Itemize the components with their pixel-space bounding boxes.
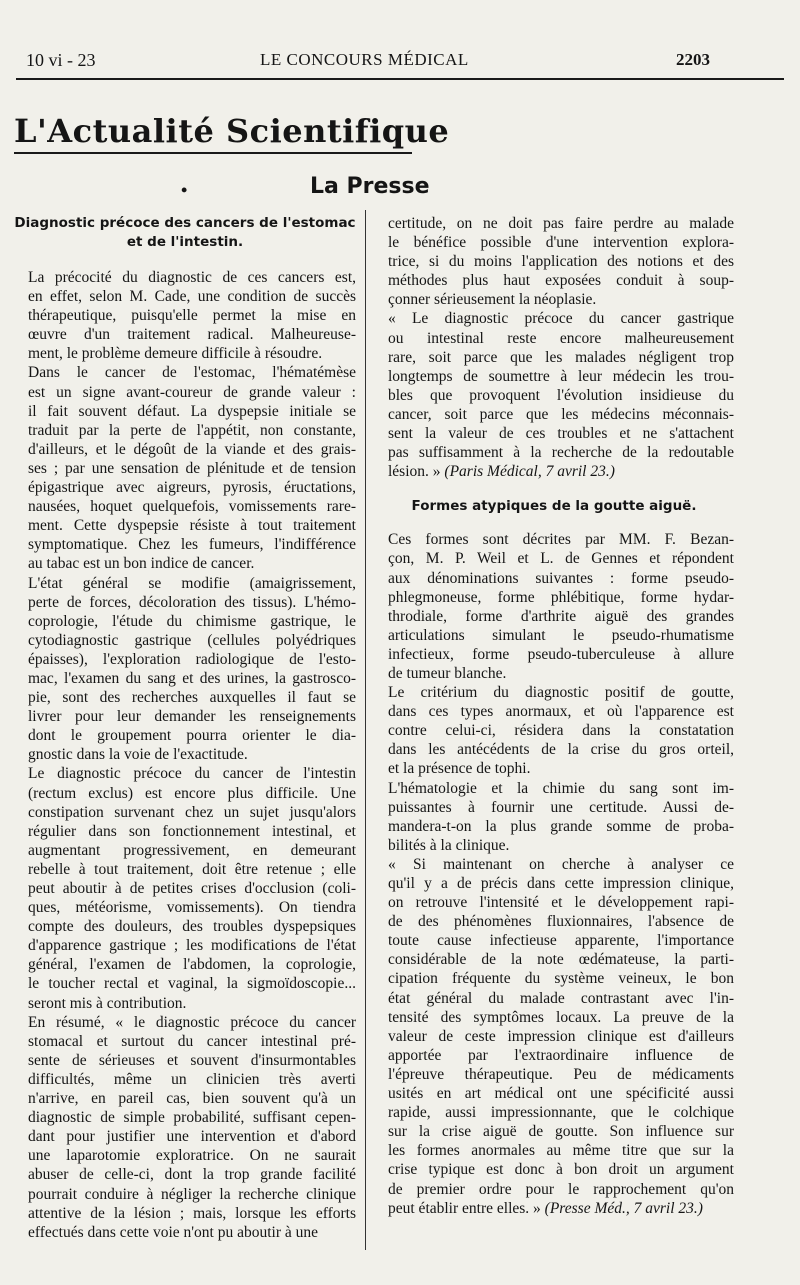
paragraph — [374, 779, 734, 855]
text-line: de des phénomènes fluxionnaires, l'absence de — [388, 913, 734, 931]
press-heading: La Presse — [310, 174, 430, 199]
article-body-left — [14, 268, 356, 1242]
text-line: sur la crise aiguë de goutte. Son influence sur — [388, 1123, 734, 1141]
citation: (Paris Médical, 7 avril 23.) — [444, 463, 615, 481]
text-line: et la présence de tophi. — [388, 760, 531, 778]
text-line: état général du malade contrastant avec l'in- — [388, 989, 734, 1007]
text-line: pie, sont des recherches auxquelles il faut se — [28, 689, 356, 707]
right-column — [374, 214, 734, 1218]
text-line: bles que provoquent l'évolution insidieuse du — [388, 386, 734, 404]
text-line: méthodes plus haut exposées conduit à soup- — [388, 272, 734, 290]
text-line: régulier dans son fonctionnement intestinal, et — [28, 822, 356, 840]
text-line: n'arrive, en pareil cas, bien souvent qu'à un — [28, 1090, 356, 1108]
text-line: apportée par l'extraordinaire influence de — [388, 1046, 734, 1064]
text-line: « Si maintenant on cherche à analyser ce — [388, 855, 734, 873]
journal-name: LE CONCOURS MÉDICAL — [260, 50, 469, 69]
text-line: ou intestinal reste encore malheureusement — [388, 329, 734, 347]
text-line: effectués dans cette voie n'ont pu aboutir à une — [28, 1223, 319, 1241]
left-column — [14, 214, 356, 1242]
paragraph — [14, 363, 356, 573]
text-line: Ces formes sont décrites par MM. F. Bezan- — [388, 531, 734, 549]
text-line: cytodiagnostic gastrique (cellules polyédriques — [28, 631, 356, 649]
paragraph — [374, 855, 734, 1218]
paragraph — [374, 530, 734, 683]
text-line: seront mis à contribution. — [28, 994, 187, 1012]
text-line: il fait souvent défaut. La dyspepsie initiale se — [28, 402, 356, 420]
text-line: de tumeur blanche. — [388, 664, 507, 682]
gout-article-body — [374, 530, 734, 1217]
text-line: cipation fréquente du système veineux, le bon — [388, 970, 734, 988]
paragraph — [14, 268, 356, 363]
text-line: L'état général se modifie (amaigrissement, — [28, 574, 356, 592]
citation-line — [374, 462, 734, 481]
text-line: on retrouve l'intensité et le développement rapi- — [388, 894, 734, 912]
text-line: le bénéfice possible d'une intervention explora- — [388, 234, 734, 252]
text-line: diagnostic de simple probabilité, suffisant cepen- — [28, 1109, 356, 1127]
header-rule — [16, 78, 784, 80]
text-line: constipation survenant chez un sujet jusqu'alors — [28, 803, 356, 821]
text-line: crise typique est donc à bon droit un argument — [388, 1161, 734, 1179]
text-line: pourrait conduire à négliger la recherche clinique — [28, 1185, 356, 1203]
text-line: dant pour justifier une intervention et d'abord — [28, 1128, 356, 1146]
text-line: mac, l'examen du sang et des urines, la gastrosco- — [28, 669, 356, 687]
text-line: traduit par la perte de l'appétit, non constante, — [28, 421, 356, 439]
text-line: En résumé, « le diagnostic précoce du cancer — [28, 1013, 356, 1031]
text-line: gnostic dans la voie de l'exactitude. — [28, 746, 248, 764]
text-line: perte de forces, décoloration des tissus). L'hémo- — [28, 593, 356, 611]
text-line: ses ; par une sensation de plénitude et de tension — [28, 459, 356, 477]
text-line: La précocité du diagnostic de ces cancers est, — [28, 269, 356, 286]
text-line: œuvre d'un traitement radical. Malheureuse- — [28, 326, 356, 344]
text-line: en effet, selon M. Cade, une condition de succès — [28, 288, 356, 306]
text-line: rare, soit parce que les malades négligent trop — [388, 348, 734, 366]
text-line: compte des douleurs, des troubles dyspepsiques — [28, 918, 356, 936]
paragraph — [374, 309, 734, 481]
text-line: ment, le problème demeure difficile à résoudre. — [28, 345, 323, 363]
text-line: peut établir entre elles. » — [388, 1199, 545, 1217]
citation: (Presse Méd., 7 avril 23.) — [544, 1199, 703, 1217]
text-line: longtemps de soumettre à leur médecin les trou- — [388, 367, 734, 385]
text-line: sent la valeur de ces troubles et ne s'attachent — [388, 425, 734, 443]
text-line: phlegmoneuse, forme phlébitique, forme hydar- — [388, 588, 734, 606]
text-line: est un signe avant-coureur de grande valeur : — [28, 383, 356, 401]
text-line: L'hématologie et la chimie du sang sont im- — [388, 779, 734, 797]
article-title-line: Diagnostic précoce des cancers de l'estomac — [14, 215, 356, 231]
text-line: ques, météorisme, vomissements). On tiendra — [28, 899, 356, 917]
text-line: articulations simulant le pseudo-rhumatisme — [388, 626, 734, 644]
text-line: difficultés, même un clinicien très averti — [28, 1070, 356, 1088]
text-line: çon, M. P. Weil et L. de Gennes et répondent — [388, 550, 734, 568]
paragraph — [374, 683, 734, 778]
text-line: puissantes à fournir une certitude. Aussi de- — [388, 798, 734, 816]
text-line: qu'il y a de précis dans cette impression clinique, — [388, 875, 734, 892]
text-line: le toucher rectal et vaginal, la sigmoïdoscopie... — [28, 975, 356, 993]
text-line: çonner sérieusement la néoplasie. — [388, 291, 597, 309]
text-line: dans les antécédents de la crise du gros orteil, — [388, 741, 734, 759]
text-line: considérable de la note œdémateuse, la parti- — [388, 951, 734, 969]
page-number: 2203 — [676, 50, 710, 69]
article-title-cancer — [14, 214, 356, 252]
article-title-line: et de l'intestin. — [126, 234, 244, 250]
text-line: nausées, hoquet quelquefois, vomissements rare- — [28, 498, 356, 516]
paragraph — [14, 574, 356, 765]
text-line: lésion. » — [388, 463, 445, 481]
paragraph — [14, 764, 356, 1012]
text-line: usités en art médical ont une spécificité aussi — [388, 1085, 734, 1103]
text-line: l'épreuve thérapeutique. Peu de médicaments — [388, 1065, 734, 1083]
text-line: une laparotomie exploratrice. On ne saurait — [28, 1147, 356, 1165]
text-line: général, l'examen de l'abdomen, la coprologie, — [28, 956, 356, 974]
text-line: peut aboutir à de petites crises d'occlusion (coli- — [28, 880, 356, 897]
text-line: tensité des symptômes locaux. La preuve de la — [388, 1008, 734, 1026]
text-line: d'apparence gastrique ; les modifications de l'état — [28, 937, 356, 955]
text-line: symptomatique. Chez les fumeurs, l'indifférence — [28, 536, 356, 554]
issue-date: 10 vi - 23 — [26, 50, 96, 70]
text-line: pas suffisamment à la recherche de la redoutable — [388, 444, 734, 462]
text-line: infectieux, forme pseudo-tuberculeuse à allure — [388, 645, 734, 663]
text-line: bilités à la clinique. — [388, 836, 510, 854]
text-line: valeur de ceste impression clinique est d'ailleurs — [388, 1027, 734, 1045]
text-line: dont le groupement pourra orienter le dia- — [28, 727, 356, 745]
running-head — [0, 50, 800, 76]
text-line: certitude, on ne doit pas faire perdre au malade — [388, 215, 734, 232]
text-line: (rectum exclus) est encore plus difficile. Une — [28, 784, 356, 802]
text-line: coprologie, l'étude du chimisme gastrique, le — [28, 612, 356, 630]
column-divider — [365, 210, 366, 1250]
text-line: mandera-t-on la plus grande somme de proba- — [388, 817, 734, 835]
text-line: au tabac est un bon indice de cancer. — [28, 555, 255, 573]
text-line: throdiale, forme d'arthrite aiguë des grandes — [388, 607, 734, 625]
text-line: Dans le cancer de l'estomac, l'hématémèse — [28, 364, 356, 382]
text-line: ment. Cette dyspepsie résiste à tout traitement — [28, 517, 356, 535]
section-title-underline — [14, 152, 412, 154]
text-line: de premier ordre pour le rapprochement qu'on — [388, 1180, 734, 1198]
text-line: thérapeutique, puisqu'elle permet la mise en — [28, 307, 356, 325]
text-line: d'ailleurs, et le dégoût de la viande et des grais- — [28, 440, 356, 458]
article-title-gout: Formes atypiques de la goutte aiguë. — [411, 498, 697, 515]
text-line: épigastrique avec aigreurs, pyrosis, éructations, — [28, 479, 356, 497]
text-line: contre celui-ci, résidera dans la constatation — [388, 722, 734, 740]
text-line: rapide, aussi impressionnante, que le colchique — [388, 1104, 734, 1122]
text-line: stomacal et surtout du cancer intestinal pré- — [28, 1032, 356, 1050]
text-line: cancer, soit parce que les médecins méconnais- — [388, 405, 734, 423]
text-line: attentive de la lésion ; mais, lorsque les efforts — [28, 1204, 356, 1222]
text-line: toute cause infectieuse apparente, l'importance — [388, 932, 734, 950]
citation-line — [374, 1199, 734, 1218]
text-line: « Le diagnostic précoce du cancer gastrique — [388, 310, 734, 328]
text-line: sente de sérieuses et souvent d'insurmontables — [28, 1051, 356, 1069]
text-line: rebelle à tout traitement, doit être retenue ; elle — [28, 860, 356, 878]
text-line: aux dénominations suivantes : forme pseudo- — [388, 569, 734, 587]
text-line: trice, si du moins l'application des notions et des — [388, 253, 734, 271]
text-line: les formes anormales au même titre que sur la — [388, 1142, 734, 1160]
paragraph — [14, 1013, 356, 1242]
text-line: épaisses), l'exploration radiologique de l'esto- — [28, 650, 356, 668]
text-line: Le critérium du diagnostic positif de goutte, — [388, 684, 734, 702]
section-title: L'Actualité Scientifique — [14, 112, 450, 150]
article-body-right — [374, 214, 734, 481]
text-line: augmentant progressivement, en demeurant — [28, 841, 356, 859]
heading-bullet: • — [181, 180, 188, 200]
text-line: livrer pour leur demander les renseignements — [28, 708, 356, 726]
paragraph — [374, 214, 734, 309]
text-line: Le diagnostic précoce du cancer de l'intestin — [28, 765, 356, 783]
text-line: abuser de celle-ci, dont la trop grande facilité — [28, 1166, 356, 1184]
text-line: dans ces types anormaux, et où l'apparence est — [388, 703, 734, 721]
